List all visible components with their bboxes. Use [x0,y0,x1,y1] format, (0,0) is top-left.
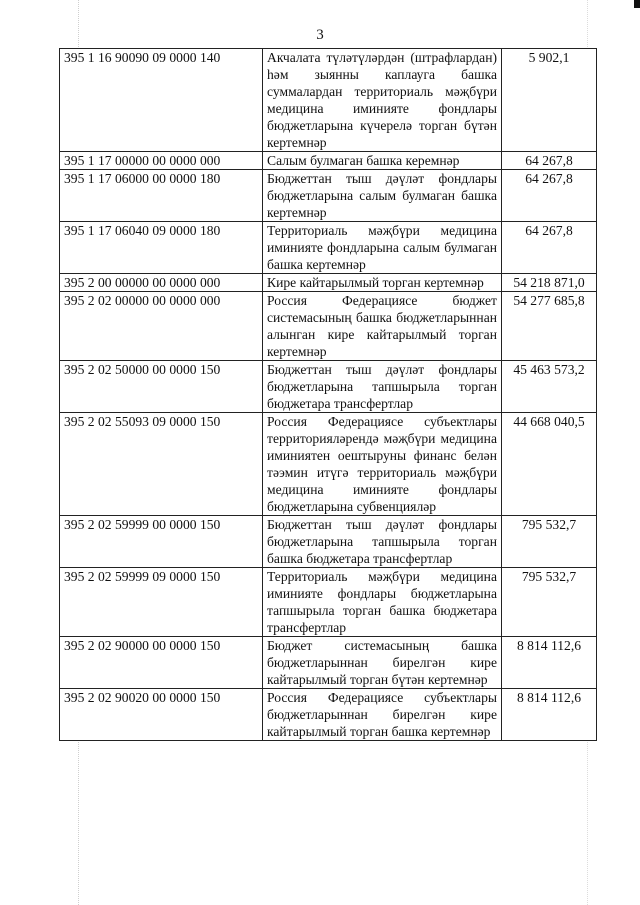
amount-cell: 5 902,1 [502,49,597,152]
budget-code-cell: 395 2 00 00000 00 0000 000 [60,274,263,292]
revenue-name-cell: Салым булмаган башка керемнәр [263,152,502,170]
table-row [60,170,597,222]
amount-cell: 64 267,8 [502,170,597,222]
scan-corner-mark [634,0,640,8]
budget-code-cell: 395 1 16 90090 09 0000 140 [60,49,263,152]
budget-code-cell: 395 1 17 06000 00 0000 180 [60,170,263,222]
revenue-name-cell: Россия Федерациясе субъектлары территорияләрендә мәҗбүри медицина иминиятен оештыруны финанс белән тәэмин итүгә территориаль мәҗбүри медицина иминияте фондлары бюджетларына субвенцияләр [263,413,502,516]
revenue-name-cell: Россия Федерациясе субъектлары бюджетларыннан бирелгән кире кайтарылмый торган башка кертемнәр [263,689,502,741]
revenue-name-cell: Россия Федерациясе бюджет системасының башка бюджетларыннан алынган кире кайтарылмый торган кертемнәр [263,292,502,361]
table-row [60,274,597,292]
revenue-name-cell: Территориаль мәҗбүри медицина иминияте фондлары бюджетларына тапшырыла торган башка бюджетара трансфертлар [263,568,502,637]
amount-cell: 54 218 871,0 [502,274,597,292]
amount-cell: 8 814 112,6 [502,637,597,689]
amount-cell: 44 668 040,5 [502,413,597,516]
page-number: 3 [316,27,324,43]
budget-code-cell: 395 2 02 90000 00 0000 150 [60,637,263,689]
revenue-name-cell: Бюджеттан тыш дәүләт фондлары бюджетларына тапшырыла торган башка бюджетара трансфертлар [263,516,502,568]
amount-cell: 8 814 112,6 [502,689,597,741]
table-row [60,361,597,413]
amount-cell: 64 267,8 [502,222,597,274]
revenue-name-cell: Бюджеттан тыш дәүләт фондлары бюджетларына тапшырыла торган бюджетара трансфертлар [263,361,502,413]
budget-code-cell: 395 2 02 59999 09 0000 150 [60,568,263,637]
budget-table-body [60,49,597,741]
table-row [60,152,597,170]
table-row [60,637,597,689]
budget-code-cell: 395 2 02 50000 00 0000 150 [60,361,263,413]
table-row [60,222,597,274]
budget-code-cell: 395 2 02 59999 00 0000 150 [60,516,263,568]
amount-cell: 795 532,7 [502,568,597,637]
table-row [60,49,597,152]
amount-cell: 54 277 685,8 [502,292,597,361]
table-row [60,689,597,741]
budget-code-cell: 395 2 02 90020 00 0000 150 [60,689,263,741]
table-row [60,413,597,516]
table-row [60,516,597,568]
table-row [60,292,597,361]
budget-code-cell: 395 1 17 06040 09 0000 180 [60,222,263,274]
budget-code-cell: 395 1 17 00000 00 0000 000 [60,152,263,170]
revenue-name-cell: Кире кайтарылмый торган кертемнәр [263,274,502,292]
amount-cell: 795 532,7 [502,516,597,568]
revenue-name-cell: Бюджет системасының башка бюджетларыннан бирелгән кире кайтарылмый торган бүтән кертемнәр [263,637,502,689]
amount-cell: 45 463 573,2 [502,361,597,413]
revenue-name-cell: Акчалата түләтүләрдән (штрафлардан) һәм зыянны каплауга башка суммалардан территориаль мәҗбүри медицина иминияте фондлары бюджетларына күчерелә торган бүтән кертемнәр [263,49,502,152]
table-row [60,568,597,637]
revenue-name-cell: Бюджеттан тыш дәүләт фондлары бюджетларына салым булмаган башка кертемнәр [263,170,502,222]
revenue-name-cell: Территориаль мәҗбүри медицина иминияте фондларына салым булмаган башка кертемнәр [263,222,502,274]
budget-code-cell: 395 2 02 55093 09 0000 150 [60,413,263,516]
amount-cell: 64 267,8 [502,152,597,170]
budget-table [59,48,597,741]
budget-code-cell: 395 2 02 00000 00 0000 000 [60,292,263,361]
